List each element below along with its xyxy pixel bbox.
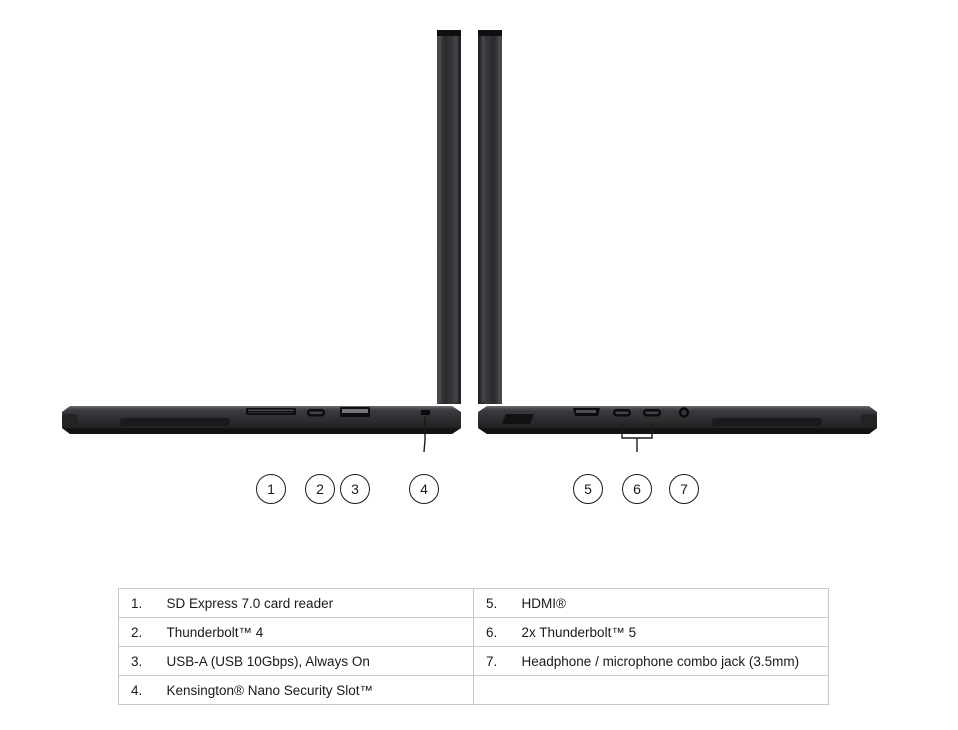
legend-label: USB-A (USB 10Gbps), Always On [159,647,474,676]
right-base-corner [861,414,877,428]
port-thunderbolt-4 [307,409,325,417]
legend-number: 6. [474,618,514,647]
port-kensington-nano-slot [421,410,430,415]
port-thunderbolt-5-b [643,409,661,417]
legend-label: Headphone / microphone combo jack (3.5mm) [514,647,829,676]
port-headphone-jack [679,407,689,417]
left-lid-top-edge [437,30,461,36]
legend-label: 2x Thunderbolt™ 5 [514,618,829,647]
legend-label: Kensington® Nano Security Slot™ [159,676,474,705]
table-row [119,618,829,647]
right-lid-highlight-2 [498,36,500,402]
left-base-foot [120,418,230,426]
right-base-foot [712,418,822,426]
callout-2: 2 [305,474,335,504]
right-laptop [478,30,877,452]
callout-4: 4 [409,474,439,504]
legend-label: SD Express 7.0 card reader [159,589,474,618]
port-legend-table [118,588,829,705]
legend-number: 3. [119,647,159,676]
callout-7: 7 [669,474,699,504]
left-laptop [62,30,461,456]
port-usb-a [340,407,370,417]
callout-3: 3 [340,474,370,504]
left-lid-highlight [454,36,458,402]
callout-1: 1 [256,474,286,504]
port-sd-card-reader [246,408,296,415]
right-base-vent [502,414,534,424]
legend-number: 1. [119,589,159,618]
callout-6: 6 [622,474,652,504]
left-lid-highlight-2 [439,36,441,402]
right-lid-top-edge [478,30,502,36]
legend-label: HDMI® [514,589,829,618]
port-hdmi [573,408,600,416]
legend-number: 5. [474,589,514,618]
table-row [119,676,829,705]
legend-empty-cell [474,676,829,705]
right-lid-highlight [481,36,485,402]
callout-5: 5 [573,474,603,504]
port-thunderbolt-5-a [613,409,631,417]
right-base-top-highlight [483,406,873,409]
right-base-shadow [478,428,877,434]
legend-number: 4. [119,676,159,705]
left-base-corner [62,414,78,428]
legend-number: 7. [474,647,514,676]
table-row [119,647,829,676]
legend-label: Thunderbolt™ 4 [159,618,474,647]
left-base-shadow [62,428,461,434]
legend-number: 2. [119,618,159,647]
table-row [119,589,829,618]
